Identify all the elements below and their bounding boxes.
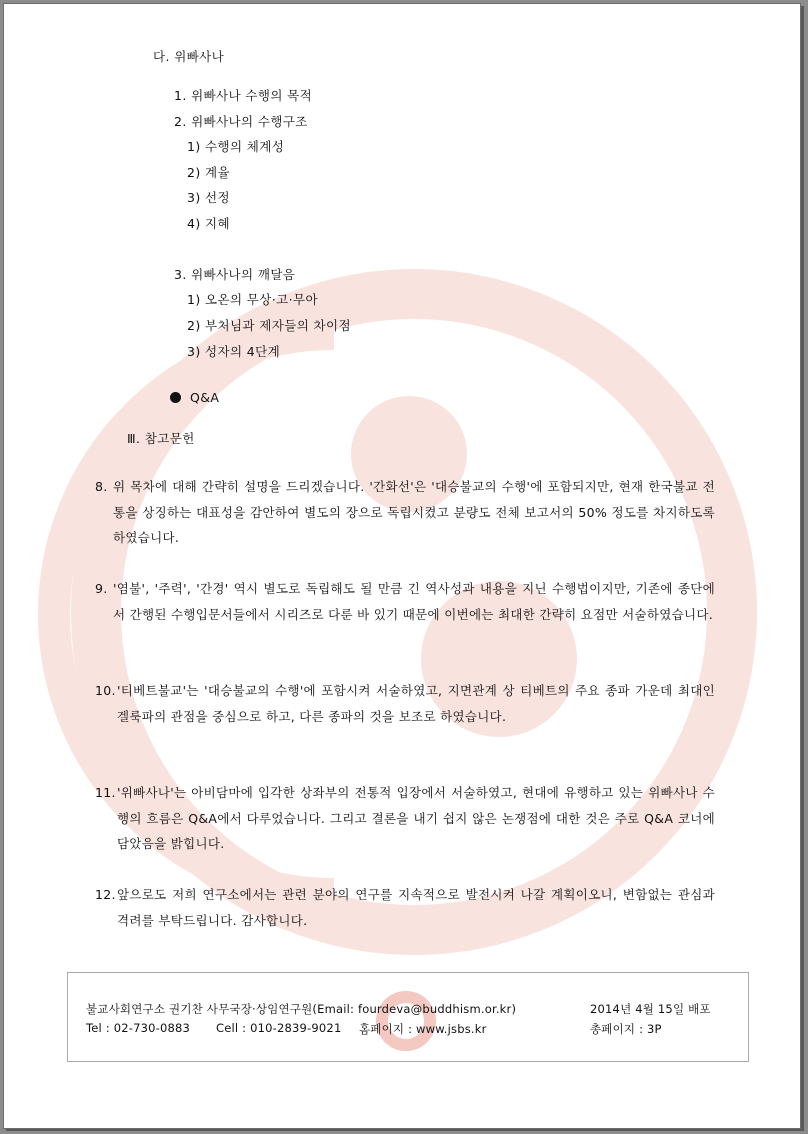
section-heading: 다. 위빠사나: [153, 49, 225, 64]
paragraph-8: [95, 474, 715, 551]
paragraph-10: [95, 678, 715, 729]
document-page: [3, 3, 801, 1129]
outline-subitem: 2) 부처님과 제자들의 차이점: [187, 318, 351, 333]
outline-item: 1. 위빠사나 수행의 목적: [174, 88, 313, 103]
paragraph-number: 12.: [95, 887, 116, 902]
outline-item: 3. 위빠사나의 깨달음: [174, 267, 296, 282]
footer-homepage: 홈페이지 : www.jsbs.kr: [359, 1022, 487, 1036]
footer-date: 2014년 4월 15일 배포: [590, 1002, 711, 1016]
paragraph-text: '염불', '주력', '간경' 역시 별도로 독립해도 될 만큼 긴 역사성과 내용을 지닌 수행법이지만, 기존에 종단에서 간행된 수행입문서들에서 시리즈로 다룬 바 있기 때문에 이번에는 최대한 간략히 요점만 서술하였습니다.: [113, 581, 715, 622]
footer-box: [67, 972, 749, 1062]
outline-subitem: 3) 성자의 4단계: [187, 344, 281, 359]
paragraph-12: [95, 882, 715, 933]
footer-author: 불교사회연구소 권기찬 사무국장·상임연구원(Email: fourdeva@buddhism.or.kr): [86, 1002, 517, 1016]
references-heading: Ⅲ. 참고문헌: [127, 431, 195, 446]
footer-tel: Tel : 02-730-0883: [86, 1021, 191, 1035]
footer-cell: Cell : 010-2839-9021: [216, 1021, 342, 1035]
outline-subitem: 1) 오온의 무상·고·무아: [187, 292, 318, 307]
qa-label: Q&A: [190, 390, 220, 405]
paragraph-9: [95, 576, 715, 627]
outline-subitem: 2) 계율: [187, 165, 230, 180]
paragraph-text: '티베트불교'는 '대승불교의 수행'에 포함시켜 서술하였고, 지면관계 상 티베트의 주요 종파 가운데 최대인 겔룩파의 관점을 중심으로 하고, 다른 종파의 것을 보조로 하였습니다.: [117, 683, 715, 724]
paragraph-11: [95, 780, 715, 857]
outline-subitem: 1) 수행의 체계성: [187, 139, 285, 154]
footer-pages: 총페이지 : 3P: [590, 1022, 662, 1036]
paragraph-number: 8.: [95, 479, 108, 494]
paragraph-text: '위빠사나'는 아비담마에 입각한 상좌부의 전통적 입장에서 서술하였고, 현대에 유행하고 있는 위빠사나 수행의 흐름은 Q&A에서 다루었습니다. 그리고 결론을 내기 쉽지 않은 논쟁점에 대한 것은 주로 Q&A 코너에 담았음을 밝힙니다.: [117, 785, 715, 851]
watermark-logo: [4, 4, 800, 1128]
paragraph-number: 10.: [95, 683, 116, 698]
paragraph-text: 위 목차에 대해 간략히 설명을 드리겠습니다. '간화선'은 '대승불교의 수행'에 포함되지만, 현재 한국불교 전통을 상징하는 대표성을 감안하여 별도의 장으로 독립시켰고 분량도 전체 보고서의 50% 정도를 차지하도록 하였습니다.: [113, 479, 715, 545]
paragraph-number: 11.: [95, 785, 116, 800]
outline-subitem: 4) 지혜: [187, 216, 230, 231]
paragraph-number: 9.: [95, 581, 108, 596]
bullet-icon: [170, 392, 181, 403]
qa-item: [170, 390, 219, 406]
outline-subitem: 3) 선정: [187, 190, 230, 205]
paragraph-text: 앞으로도 저희 연구소에서는 관련 분야의 연구를 지속적으로 발전시켜 나갈 계획이오니, 변함없는 관심과 격려를 부탁드립니다. 감사합니다.: [117, 887, 715, 928]
outline-item: 2. 위빠사나의 수행구조: [174, 114, 308, 129]
